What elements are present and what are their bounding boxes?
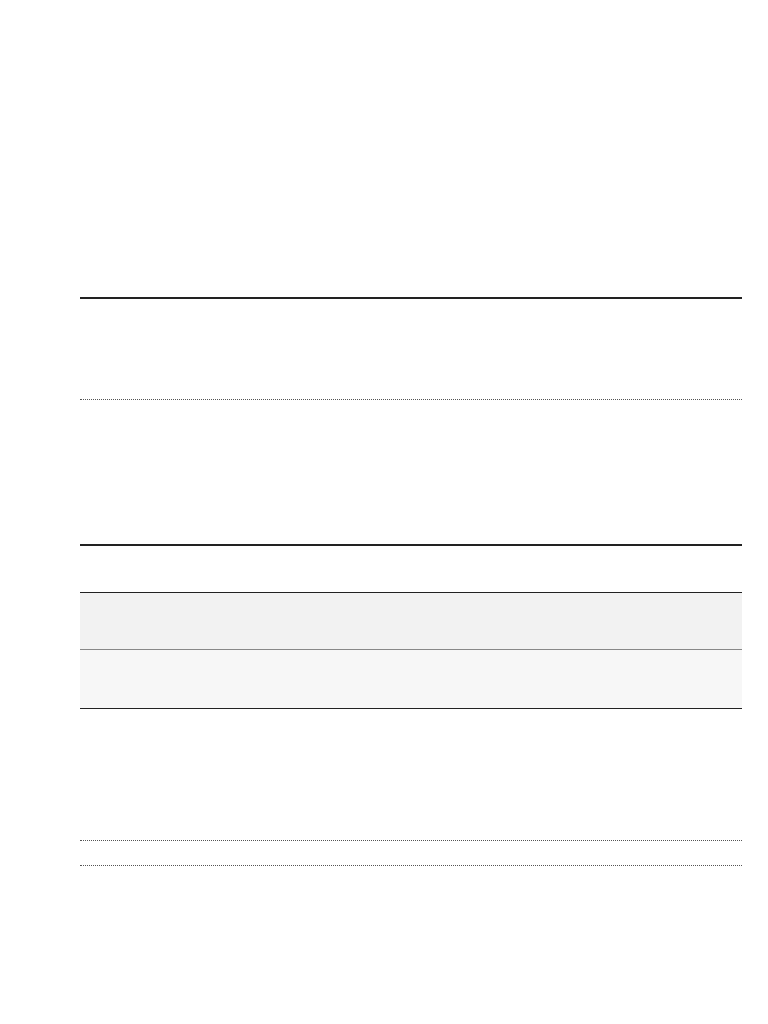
account-summary [80,593,742,650]
routing-codes [118,168,138,174]
section-divider [80,708,742,709]
section-divider [80,297,742,299]
side-barcode [40,790,60,960]
participants-box [80,650,742,708]
mailing-address [118,165,138,174]
table-divider [80,840,742,841]
section-divider [80,544,742,546]
table-divider [80,865,742,866]
mail-barcode [116,106,234,140]
table-divider [80,399,742,400]
bbva-logo [80,28,141,30]
